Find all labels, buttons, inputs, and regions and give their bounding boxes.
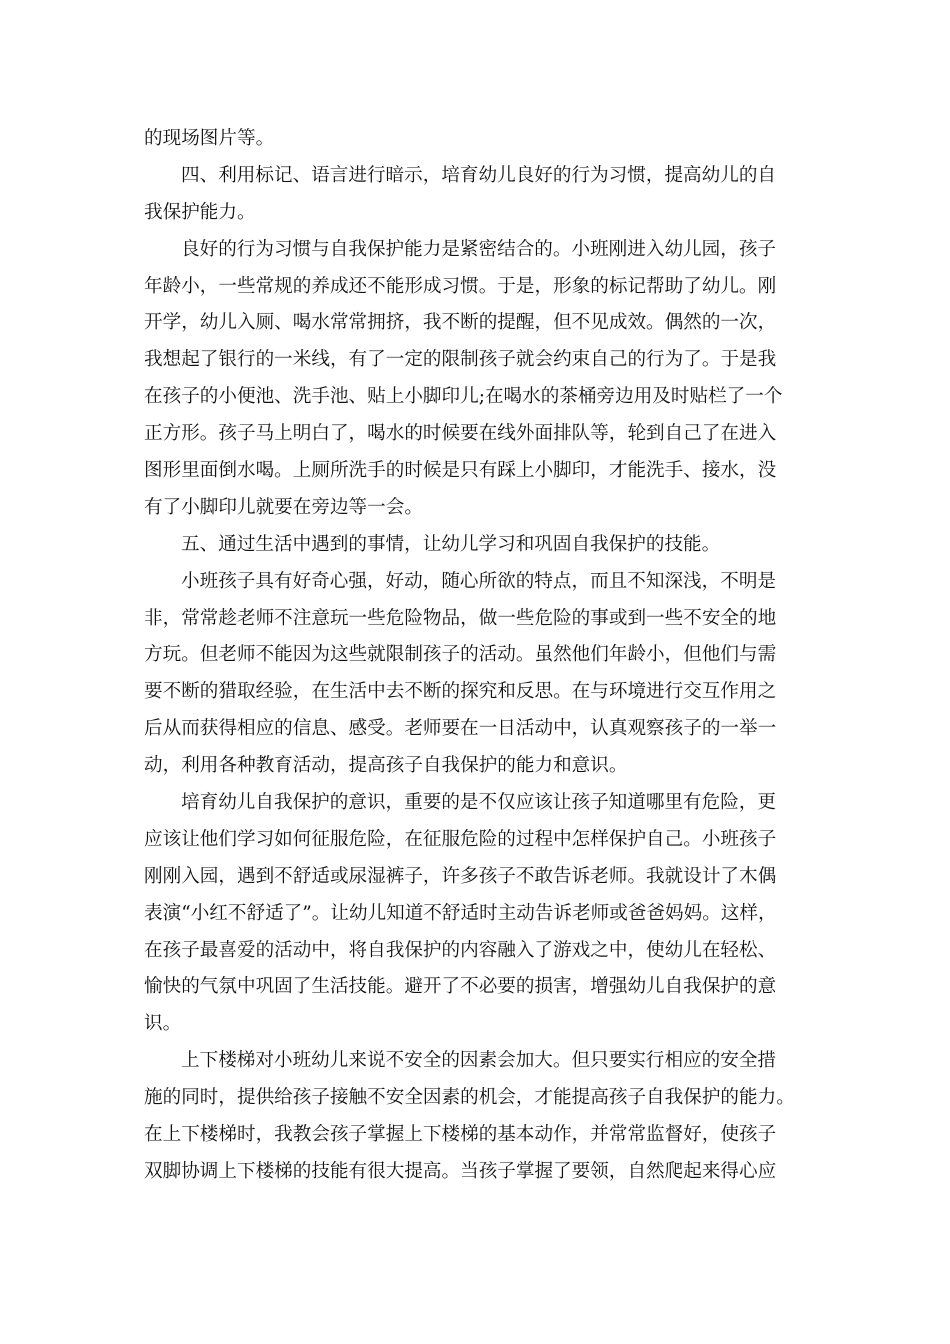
text-line: 开学，幼儿入厕、喝水常常拥挤，我不断的提醒，但不见成效。偶然的一次， bbox=[144, 312, 777, 334]
section-heading: 四、利用标记、语言进行暗示，培育幼儿良好的行为习惯，提高幼儿的自 bbox=[181, 164, 777, 186]
text-line: 施的同时，提供给孩子接触不安全因素的机会，才能提高孩子自我保护的能力。 bbox=[144, 1087, 795, 1109]
text-line: 识。 bbox=[144, 1013, 182, 1035]
text-line: 正方形。孩子马上明白了，喝水的时候要在线外面排队等，轮到自己了在进入 bbox=[144, 423, 777, 445]
text-line: 在孩子最喜爱的活动中，将自我保护的内容融入了游戏之中，使幼儿在轻松、 bbox=[144, 939, 777, 961]
text-line: 表演“小红不舒适了”。让幼儿知道不舒适时主动告诉老师或爸爸妈妈。这样， bbox=[144, 902, 777, 924]
paragraph-first-line: 良好的行为习惯与自我保护能力是紧密结合的。小班刚进入幼儿园，孩子 bbox=[181, 238, 777, 260]
text-line: 要不断的猎取经验，在生活中去不断的探究和反思。在与环境进行交互作用之 bbox=[144, 681, 777, 703]
paragraph-first-line: 培育幼儿自我保护的意识，重要的是不仅应该让孩子知道哪里有危险，更 bbox=[181, 792, 777, 814]
text-line: 动，利用各种教育活动，提高孩子自我保护的能力和意识。 bbox=[144, 755, 628, 777]
text-line: 愉快的气氛中巩固了生活技能。避开了不必要的损害，增强幼儿自我保护的意 bbox=[144, 976, 777, 998]
text-line: 年龄小，一些常规的养成还不能形成习惯。于是，形象的标记帮助了幼儿。刚 bbox=[144, 275, 777, 297]
text-line: 在孩子的小便池、洗手池、贴上小脚印儿;在喝水的茶桶旁边用及时贴栏了一个 bbox=[144, 386, 783, 408]
text-line: 在上下楼梯时，我教会孩子掌握上下楼梯的基本动作，并常常监督好，使孩子 bbox=[144, 1124, 777, 1146]
paragraph-first-line: 上下楼梯对小班幼儿来说不安全的因素会加大。但只要实行相应的安全措 bbox=[181, 1050, 777, 1072]
text-line: 方玩。但老师不能因为这些就限制孩子的活动。虽然他们年龄小，但他们与需 bbox=[144, 644, 777, 666]
text-line: 我保护能力。 bbox=[144, 201, 256, 223]
section-heading: 五、通过生活中遇到的事情，让幼儿学习和巩固自我保护的技能。 bbox=[181, 533, 721, 555]
text-line: 有了小脚印儿就要在旁边等一会。 bbox=[144, 496, 423, 518]
text-line: 非，常常趁老师不注意玩一些危险物品，做一些危险的事或到一些不安全的地 bbox=[144, 607, 777, 629]
text-line: 刚刚入园，遇到不舒适或尿湿裤子，许多孩子不敢告诉老师。我就设计了木偶 bbox=[144, 865, 777, 887]
text-line: 我想起了银行的一米线，有了一定的限制孩子就会约束自己的行为了。于是我 bbox=[144, 349, 777, 371]
text-line: 的现场图片等。 bbox=[144, 128, 275, 149]
document-body bbox=[144, 121, 814, 1191]
text-line: 双脚协调上下楼梯的技能有很大提高。当孩子掌握了要领，自然爬起来得心应 bbox=[144, 1160, 777, 1182]
text-line: 后从而获得相应的信息、感受。老师要在一日活动中，认真观察孩子的一举一 bbox=[144, 718, 777, 740]
paragraph-first-line: 小班孩子具有好奇心强，好动，随心所欲的特点，而且不知深浅，不明是 bbox=[181, 570, 777, 592]
text-line: 图形里面倒水喝。上厕所洗手的时候是只有踩上小脚印，才能洗手、接水，没 bbox=[144, 460, 777, 482]
text-line: 应该让他们学习如何征服危险，在征服危险的过程中怎样保护自己。小班孩子 bbox=[144, 828, 777, 850]
